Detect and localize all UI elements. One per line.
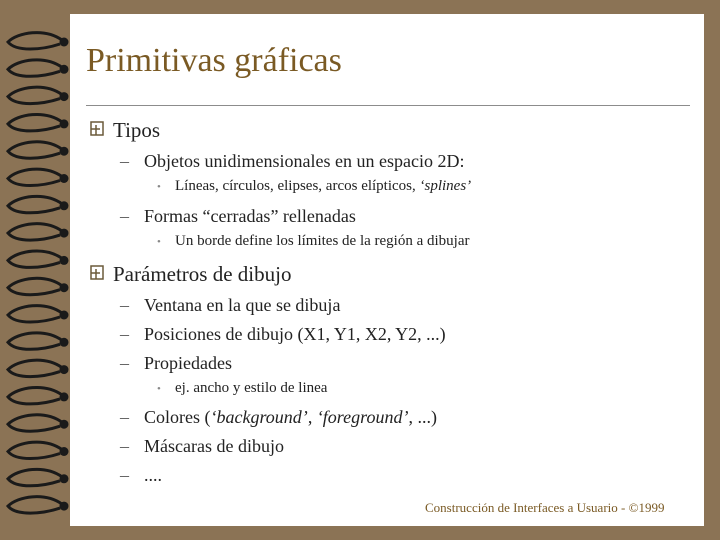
binding-hole [60, 256, 69, 265]
binding-ring [8, 360, 62, 376]
binding-ring [8, 142, 62, 158]
binding-ring [8, 306, 62, 322]
colores-separator: , [307, 407, 313, 427]
colores-background: ‘background’ [210, 407, 308, 427]
dash-bullet: – [120, 206, 129, 226]
tipos-item-1: Objetos unidimensionales en un espacio 2D: [144, 151, 465, 171]
binding-hole [60, 365, 69, 374]
parametros-item-2: Posiciones de dibujo (X1, Y1, X2, Y2, ...) [144, 324, 446, 344]
binding-hole [60, 474, 69, 483]
box-bullet-icon [88, 120, 106, 138]
binding-ring [8, 87, 62, 103]
binding-ring [8, 33, 62, 49]
binding-ring [8, 442, 62, 458]
tipos-item-1-sub [175, 178, 471, 195]
binding-hole [60, 119, 69, 128]
parametros-heading: Parámetros de dibujo [113, 262, 292, 286]
binding-ring [8, 497, 62, 513]
parametros-item-6: .... [144, 465, 162, 485]
parametros-item-3-sub: ej. ancho y estilo de linea [175, 380, 328, 396]
parametros-item-5: Máscaras de dibujo [144, 436, 284, 456]
spiral-binding-icon [0, 0, 80, 540]
dash-bullet: – [120, 465, 129, 485]
binding-ring [8, 251, 62, 267]
slide-footer: Construcción de Interfaces a Usuario - ©1999 [425, 500, 665, 515]
binding-ring [8, 333, 62, 349]
dash-bullet: – [120, 295, 129, 315]
binding-hole [60, 420, 69, 429]
binding-ring [8, 60, 62, 76]
binding-hole [60, 65, 69, 74]
binding-ring [8, 114, 62, 130]
binding-ring [8, 415, 62, 431]
binding-hole [60, 392, 69, 401]
binding-ring [8, 224, 62, 240]
dash-bullet: – [120, 151, 129, 171]
binding-hole [60, 38, 69, 47]
binding-ring [8, 169, 62, 185]
tipos-item-1-sub-italic: ‘splines’ [419, 178, 472, 194]
binding-hole [60, 174, 69, 183]
parametros-item-3: Propiedades [144, 353, 232, 373]
slide-title: Primitivas gráficas [86, 42, 342, 79]
binding-hole [60, 201, 69, 210]
dot-bullet: • [157, 383, 161, 395]
colores-prefix: Colores ( [144, 407, 211, 427]
box-bullet-icon [88, 264, 106, 282]
binding-hole [60, 147, 69, 156]
binding-hole [60, 283, 69, 292]
colores-suffix: , ...) [408, 407, 437, 427]
dot-bullet: • [157, 236, 161, 248]
binding-hole [60, 92, 69, 101]
parametros-item-4 [144, 407, 437, 428]
tipos-item-1-sub-text: Líneas, círculos, elipses, arcos elípticos, [175, 178, 416, 194]
dash-bullet: – [120, 324, 129, 344]
dash-bullet: – [120, 436, 129, 456]
binding-ring [8, 278, 62, 294]
dash-bullet: – [120, 353, 129, 373]
dash-bullet: – [120, 407, 129, 427]
binding-ring [8, 196, 62, 212]
binding-ring [8, 469, 62, 485]
binding-hole [60, 311, 69, 320]
colores-foreground: ‘foreground’ [316, 407, 409, 427]
tipos-item-2-sub: Un borde define los límites de la región a dibujar [175, 233, 470, 249]
tipos-heading: Tipos [113, 118, 161, 142]
parametros-item-1: Ventana en la que se dibuja [144, 295, 341, 315]
binding-hole [60, 502, 69, 511]
title-divider [86, 105, 690, 106]
tipos-item-2: Formas “cerradas” rellenadas [144, 206, 356, 226]
binding-ring [8, 387, 62, 403]
binding-hole [60, 447, 69, 456]
dot-bullet: • [157, 181, 161, 193]
binding-hole [60, 229, 69, 238]
binding-hole [60, 338, 69, 347]
